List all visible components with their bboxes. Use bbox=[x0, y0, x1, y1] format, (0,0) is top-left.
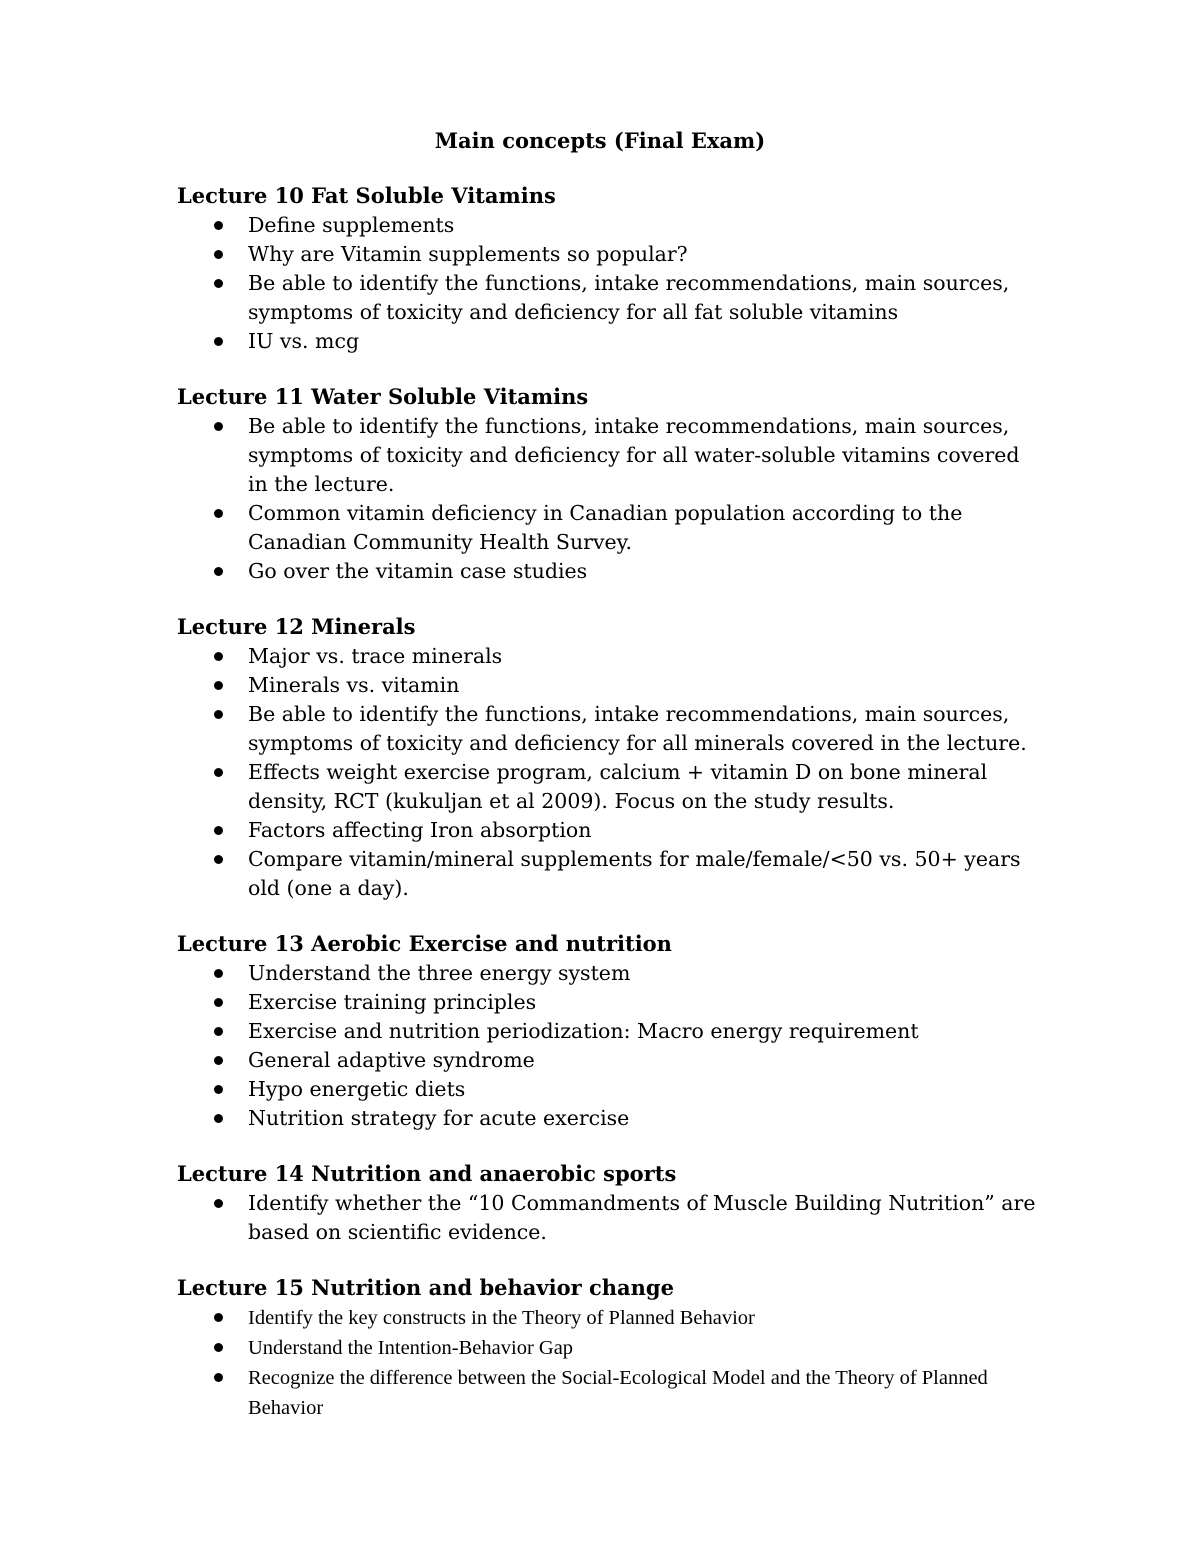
bullet-icon bbox=[214, 652, 223, 661]
bullet-icon bbox=[214, 681, 223, 690]
list-item-text: Understand the three energy system bbox=[248, 961, 631, 985]
list-item-text: Identify whether the “10 Commandments of Muscle Building Nutrition” are based on scientific evidence. bbox=[248, 1191, 1036, 1244]
bullet-list bbox=[177, 211, 1037, 356]
list-item-text: General adaptive syndrome bbox=[248, 1048, 535, 1072]
list-item bbox=[177, 211, 1037, 240]
bullet-icon bbox=[214, 422, 223, 431]
list-item-text: Major vs. trace minerals bbox=[248, 644, 503, 668]
list-item-text: Define supplements bbox=[248, 213, 455, 237]
list-item bbox=[177, 700, 1037, 758]
section-heading: Lecture 11 Water Soluble Vitamins bbox=[177, 384, 589, 409]
bullet-icon bbox=[214, 1085, 223, 1094]
bullet-icon bbox=[214, 1199, 223, 1208]
list-item-text: Exercise training principles bbox=[248, 990, 537, 1014]
list-item-text: Why are Vitamin supplements so popular? bbox=[248, 242, 688, 266]
list-item bbox=[177, 240, 1037, 269]
bullet-icon bbox=[214, 1114, 223, 1123]
document-body bbox=[177, 181, 1037, 1449]
bullet-icon bbox=[214, 1343, 223, 1352]
bullet-icon bbox=[214, 1313, 223, 1322]
section-lecture-11 bbox=[177, 382, 1037, 586]
list-item-text: Understand the Intention-Behavior Gap bbox=[248, 1337, 574, 1359]
section-lecture-12 bbox=[177, 612, 1037, 903]
list-item-text: Be able to identify the functions, intake recommendations, main sources, symptoms of toxicity and deficiency for all minerals covered in the lecture. bbox=[248, 702, 1027, 755]
bullet-list bbox=[177, 412, 1037, 586]
list-item bbox=[177, 327, 1037, 356]
section-lecture-10 bbox=[177, 181, 1037, 356]
list-item-text: Be able to identify the functions, intake recommendations, main sources, symptoms of toxicity and deficiency for all fat soluble vitamins bbox=[248, 271, 1010, 324]
section-lecture-15 bbox=[177, 1273, 1037, 1423]
bullet-icon bbox=[214, 998, 223, 1007]
list-item bbox=[177, 557, 1037, 586]
section-lecture-13 bbox=[177, 929, 1037, 1133]
bullet-icon bbox=[214, 567, 223, 576]
list-item bbox=[177, 1104, 1037, 1133]
section-heading: Lecture 14 Nutrition and anaerobic sports bbox=[177, 1161, 677, 1186]
bullet-icon bbox=[214, 1373, 223, 1382]
section-heading: Lecture 12 Minerals bbox=[177, 614, 416, 639]
list-item bbox=[177, 1046, 1037, 1075]
list-item-text: Be able to identify the functions, intake recommendations, main sources, symptoms of toxicity and deficiency for all water-soluble vitamins covered in the lecture. bbox=[248, 414, 1020, 496]
list-item-text: Compare vitamin/mineral supplements for male/female/<50 vs. 50+ years old (one a day). bbox=[248, 847, 1021, 900]
bullet-icon bbox=[214, 768, 223, 777]
list-item-text: Identify the key constructs in the Theory of Planned Behavior bbox=[248, 1307, 755, 1329]
document-title: Main concepts (Final Exam) bbox=[434, 128, 766, 153]
list-item-text: Minerals vs. vitamin bbox=[248, 673, 460, 697]
bullet-icon bbox=[214, 826, 223, 835]
list-item bbox=[177, 499, 1037, 557]
section-heading: Lecture 13 Aerobic Exercise and nutrition bbox=[177, 931, 672, 956]
list-item bbox=[177, 845, 1037, 903]
list-item-text: Hypo energetic diets bbox=[248, 1077, 466, 1101]
list-item-text: IU vs. mcg bbox=[248, 329, 360, 353]
list-item bbox=[177, 959, 1037, 988]
list-item bbox=[177, 269, 1037, 327]
list-item bbox=[177, 1017, 1037, 1046]
list-item bbox=[177, 1075, 1037, 1104]
bullet-icon bbox=[214, 250, 223, 259]
bullet-list bbox=[177, 959, 1037, 1133]
list-item-text: Go over the vitamin case studies bbox=[248, 559, 588, 583]
bullet-icon bbox=[214, 855, 223, 864]
list-item bbox=[177, 1333, 1037, 1363]
bullet-list bbox=[177, 642, 1037, 903]
list-item-text: Common vitamin deficiency in Canadian population according to the Canadian Community Health Survey. bbox=[248, 501, 963, 554]
section-heading: Lecture 15 Nutrition and behavior change bbox=[177, 1275, 674, 1300]
list-item bbox=[177, 816, 1037, 845]
list-item-text: Nutrition strategy for acute exercise bbox=[248, 1106, 630, 1130]
list-item bbox=[177, 988, 1037, 1017]
list-item-text: Factors affecting Iron absorption bbox=[248, 818, 592, 842]
list-item bbox=[177, 758, 1037, 816]
bullet-icon bbox=[214, 279, 223, 288]
list-item-text: Exercise and nutrition periodization: Macro energy requirement bbox=[248, 1019, 919, 1043]
bullet-icon bbox=[214, 710, 223, 719]
list-item bbox=[177, 1189, 1037, 1247]
bullet-icon bbox=[214, 337, 223, 346]
bullet-list bbox=[177, 1303, 1037, 1423]
list-item-text: Effects weight exercise program, calcium + vitamin D on bone mineral density, RCT (kukuljan et al 2009). Focus on the study results. bbox=[248, 760, 988, 813]
list-item-text: Recognize the difference between the Social-Ecological Model and the Theory of Planned Behavior bbox=[248, 1367, 988, 1419]
bullet-icon bbox=[214, 969, 223, 978]
section-heading: Lecture 10 Fat Soluble Vitamins bbox=[177, 183, 556, 208]
bullet-icon bbox=[214, 1056, 223, 1065]
bullet-icon bbox=[214, 509, 223, 518]
bullet-icon bbox=[214, 1027, 223, 1036]
section-lecture-14 bbox=[177, 1159, 1037, 1247]
list-item bbox=[177, 1363, 1037, 1423]
list-item bbox=[177, 412, 1037, 499]
bullet-list bbox=[177, 1189, 1037, 1247]
list-item bbox=[177, 1303, 1037, 1333]
bullet-icon bbox=[214, 221, 223, 230]
list-item bbox=[177, 642, 1037, 671]
list-item bbox=[177, 671, 1037, 700]
